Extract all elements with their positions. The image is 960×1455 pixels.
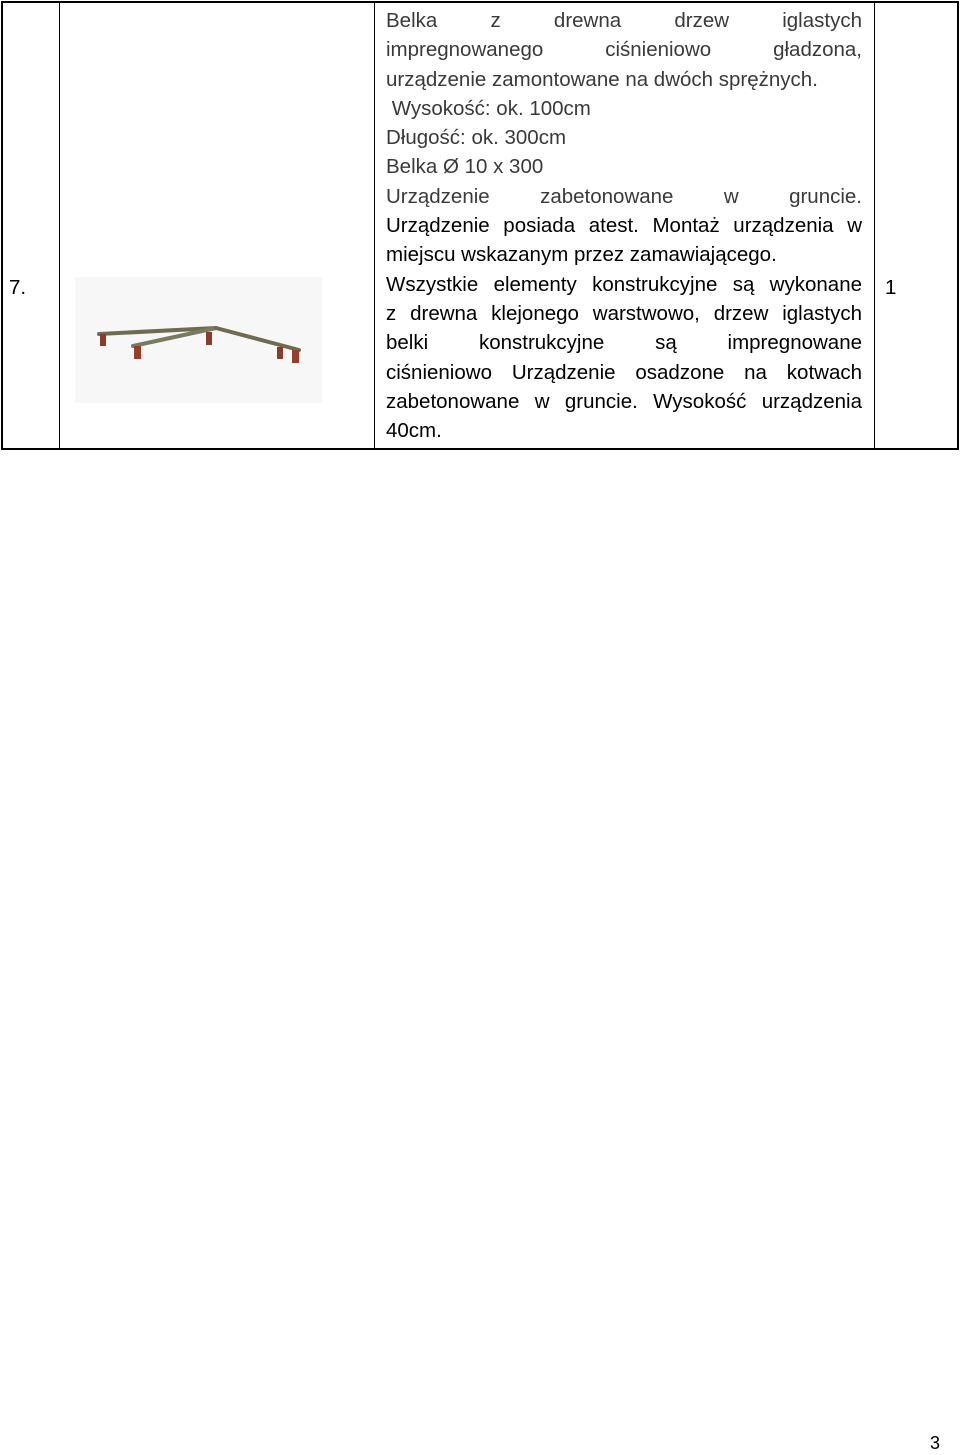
column-divider-1	[59, 3, 60, 448]
desc-line-9: miejscu wskazanym przez zamawiającego.	[386, 243, 777, 267]
desc-line-6: Belka Ø 10 x 300	[386, 155, 544, 179]
desc-line-13: ciśnieniowo Urządzenie osadzone na kotwach	[386, 360, 862, 384]
desc-line-11: z drewna klejonego warstwowo, drzew iglastych	[386, 301, 862, 325]
desc-line-3: urządzenie zamontowane na dwóch sprężnych.	[386, 67, 818, 91]
desc-line-12: belki konstrukcyjne są impregnowane	[386, 331, 862, 355]
column-divider-3	[874, 3, 875, 448]
desc-line-15: 40cm.	[386, 419, 442, 443]
desc-line-10: Wszystkie elementy konstrukcyjne są wykonane	[386, 272, 862, 296]
desc-line-8: Urządzenie posiada atest. Montaż urządzenia w	[386, 214, 862, 238]
row-number: 7.	[9, 276, 27, 299]
description-block	[386, 6, 862, 445]
balance-beam-image	[75, 277, 322, 403]
desc-line-1: Belka z drewna drzew iglastych	[386, 9, 862, 32]
desc-line-2: impregnowanego ciśnieniowo gładzona,	[386, 38, 862, 62]
desc-line-7: Urządzenie zabetonowane w gruncie.	[386, 184, 862, 208]
desc-line-4: Wysokość: ok. 100cm	[386, 96, 591, 120]
desc-line-14: zabetonowane w gruncie. Wysokość urządzenia	[386, 389, 862, 413]
page-number: 3	[930, 1433, 941, 1453]
quantity: 1	[885, 276, 897, 299]
column-divider-2	[374, 3, 375, 448]
desc-line-5: Długość: ok. 300cm	[386, 126, 567, 150]
